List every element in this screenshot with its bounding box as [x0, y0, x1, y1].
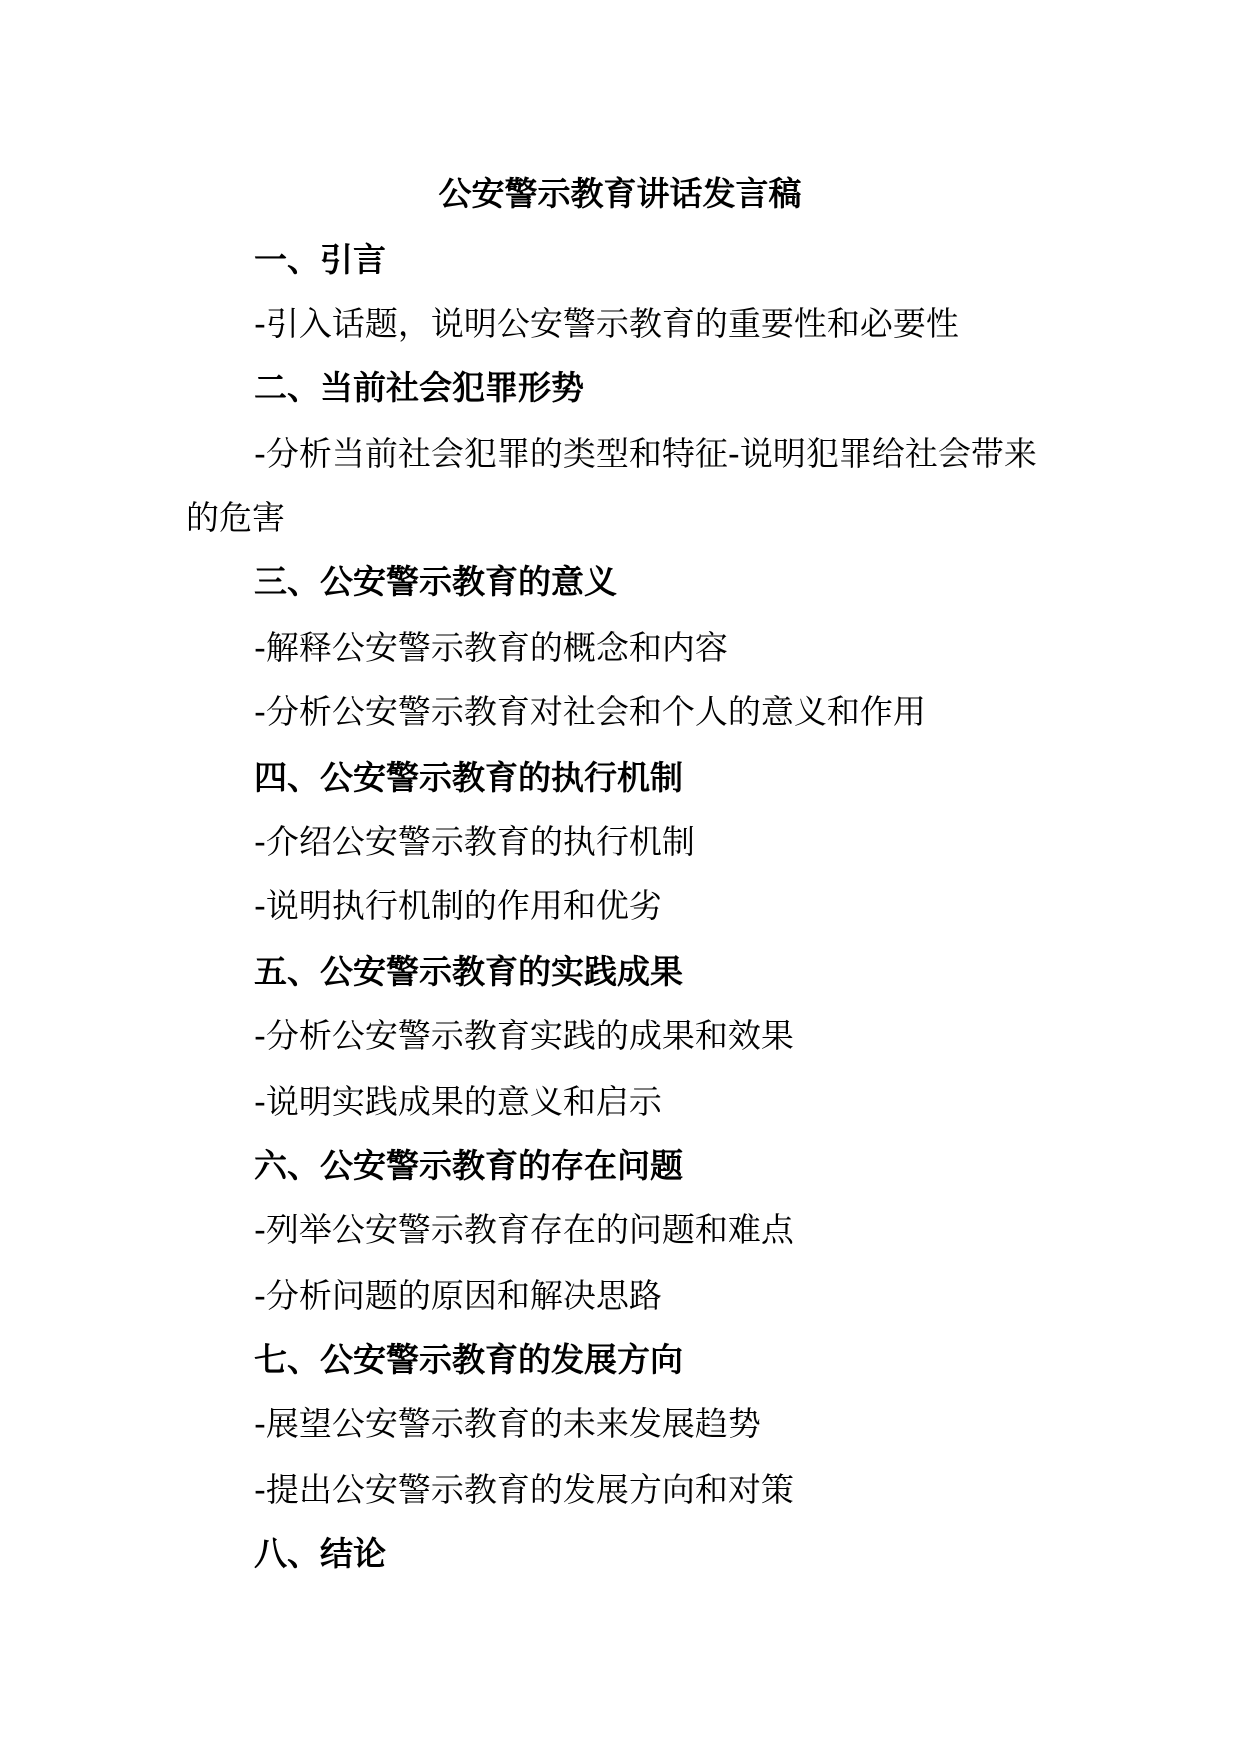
document-title: 公安警示教育讲话发言稿 — [438, 174, 802, 213]
section-heading-6: 六、公安警示教育的存在问题 — [254, 1146, 683, 1185]
section-5-line-2: -说明实践成果的意义和启示 — [254, 1082, 662, 1121]
section-6-line-1: -列举公安警示教育存在的问题和难点 — [254, 1210, 794, 1249]
section-3-line-1: -解释公安警示教育的概念和内容 — [254, 628, 728, 667]
section-7-line-2: -提出公安警示教育的发展方向和对策 — [254, 1470, 794, 1509]
section-3-line-2: -分析公安警示教育对社会和个人的意义和作用 — [254, 692, 926, 731]
section-heading-5: 五、公安警示教育的实践成果 — [254, 952, 683, 991]
section-heading-7: 七、公安警示教育的发展方向 — [254, 1340, 683, 1379]
section-heading-1: 一、引言 — [254, 240, 386, 279]
section-4-line-1: -介绍公安警示教育的执行机制 — [254, 822, 695, 861]
section-2-line-1-continued: 的危害 — [186, 498, 285, 537]
section-heading-2: 二、当前社会犯罪形势 — [254, 368, 584, 407]
section-heading-8: 八、结论 — [254, 1534, 386, 1573]
section-4-line-2: -说明执行机制的作用和优劣 — [254, 886, 662, 925]
section-2-line-1: -分析当前社会犯罪的类型和特征-说明犯罪给社会带来 — [254, 434, 1037, 473]
section-1-line-1: -引入话题，说明公安警示教育的重要性和必要性 — [254, 304, 959, 343]
section-7-line-1: -展望公安警示教育的未来发展趋势 — [254, 1404, 761, 1443]
section-5-line-1: -分析公安警示教育实践的成果和效果 — [254, 1016, 794, 1055]
section-heading-3: 三、公安警示教育的意义 — [254, 562, 617, 601]
section-6-line-2: -分析问题的原因和解决思路 — [254, 1276, 662, 1315]
section-heading-4: 四、公安警示教育的执行机制 — [254, 758, 683, 797]
